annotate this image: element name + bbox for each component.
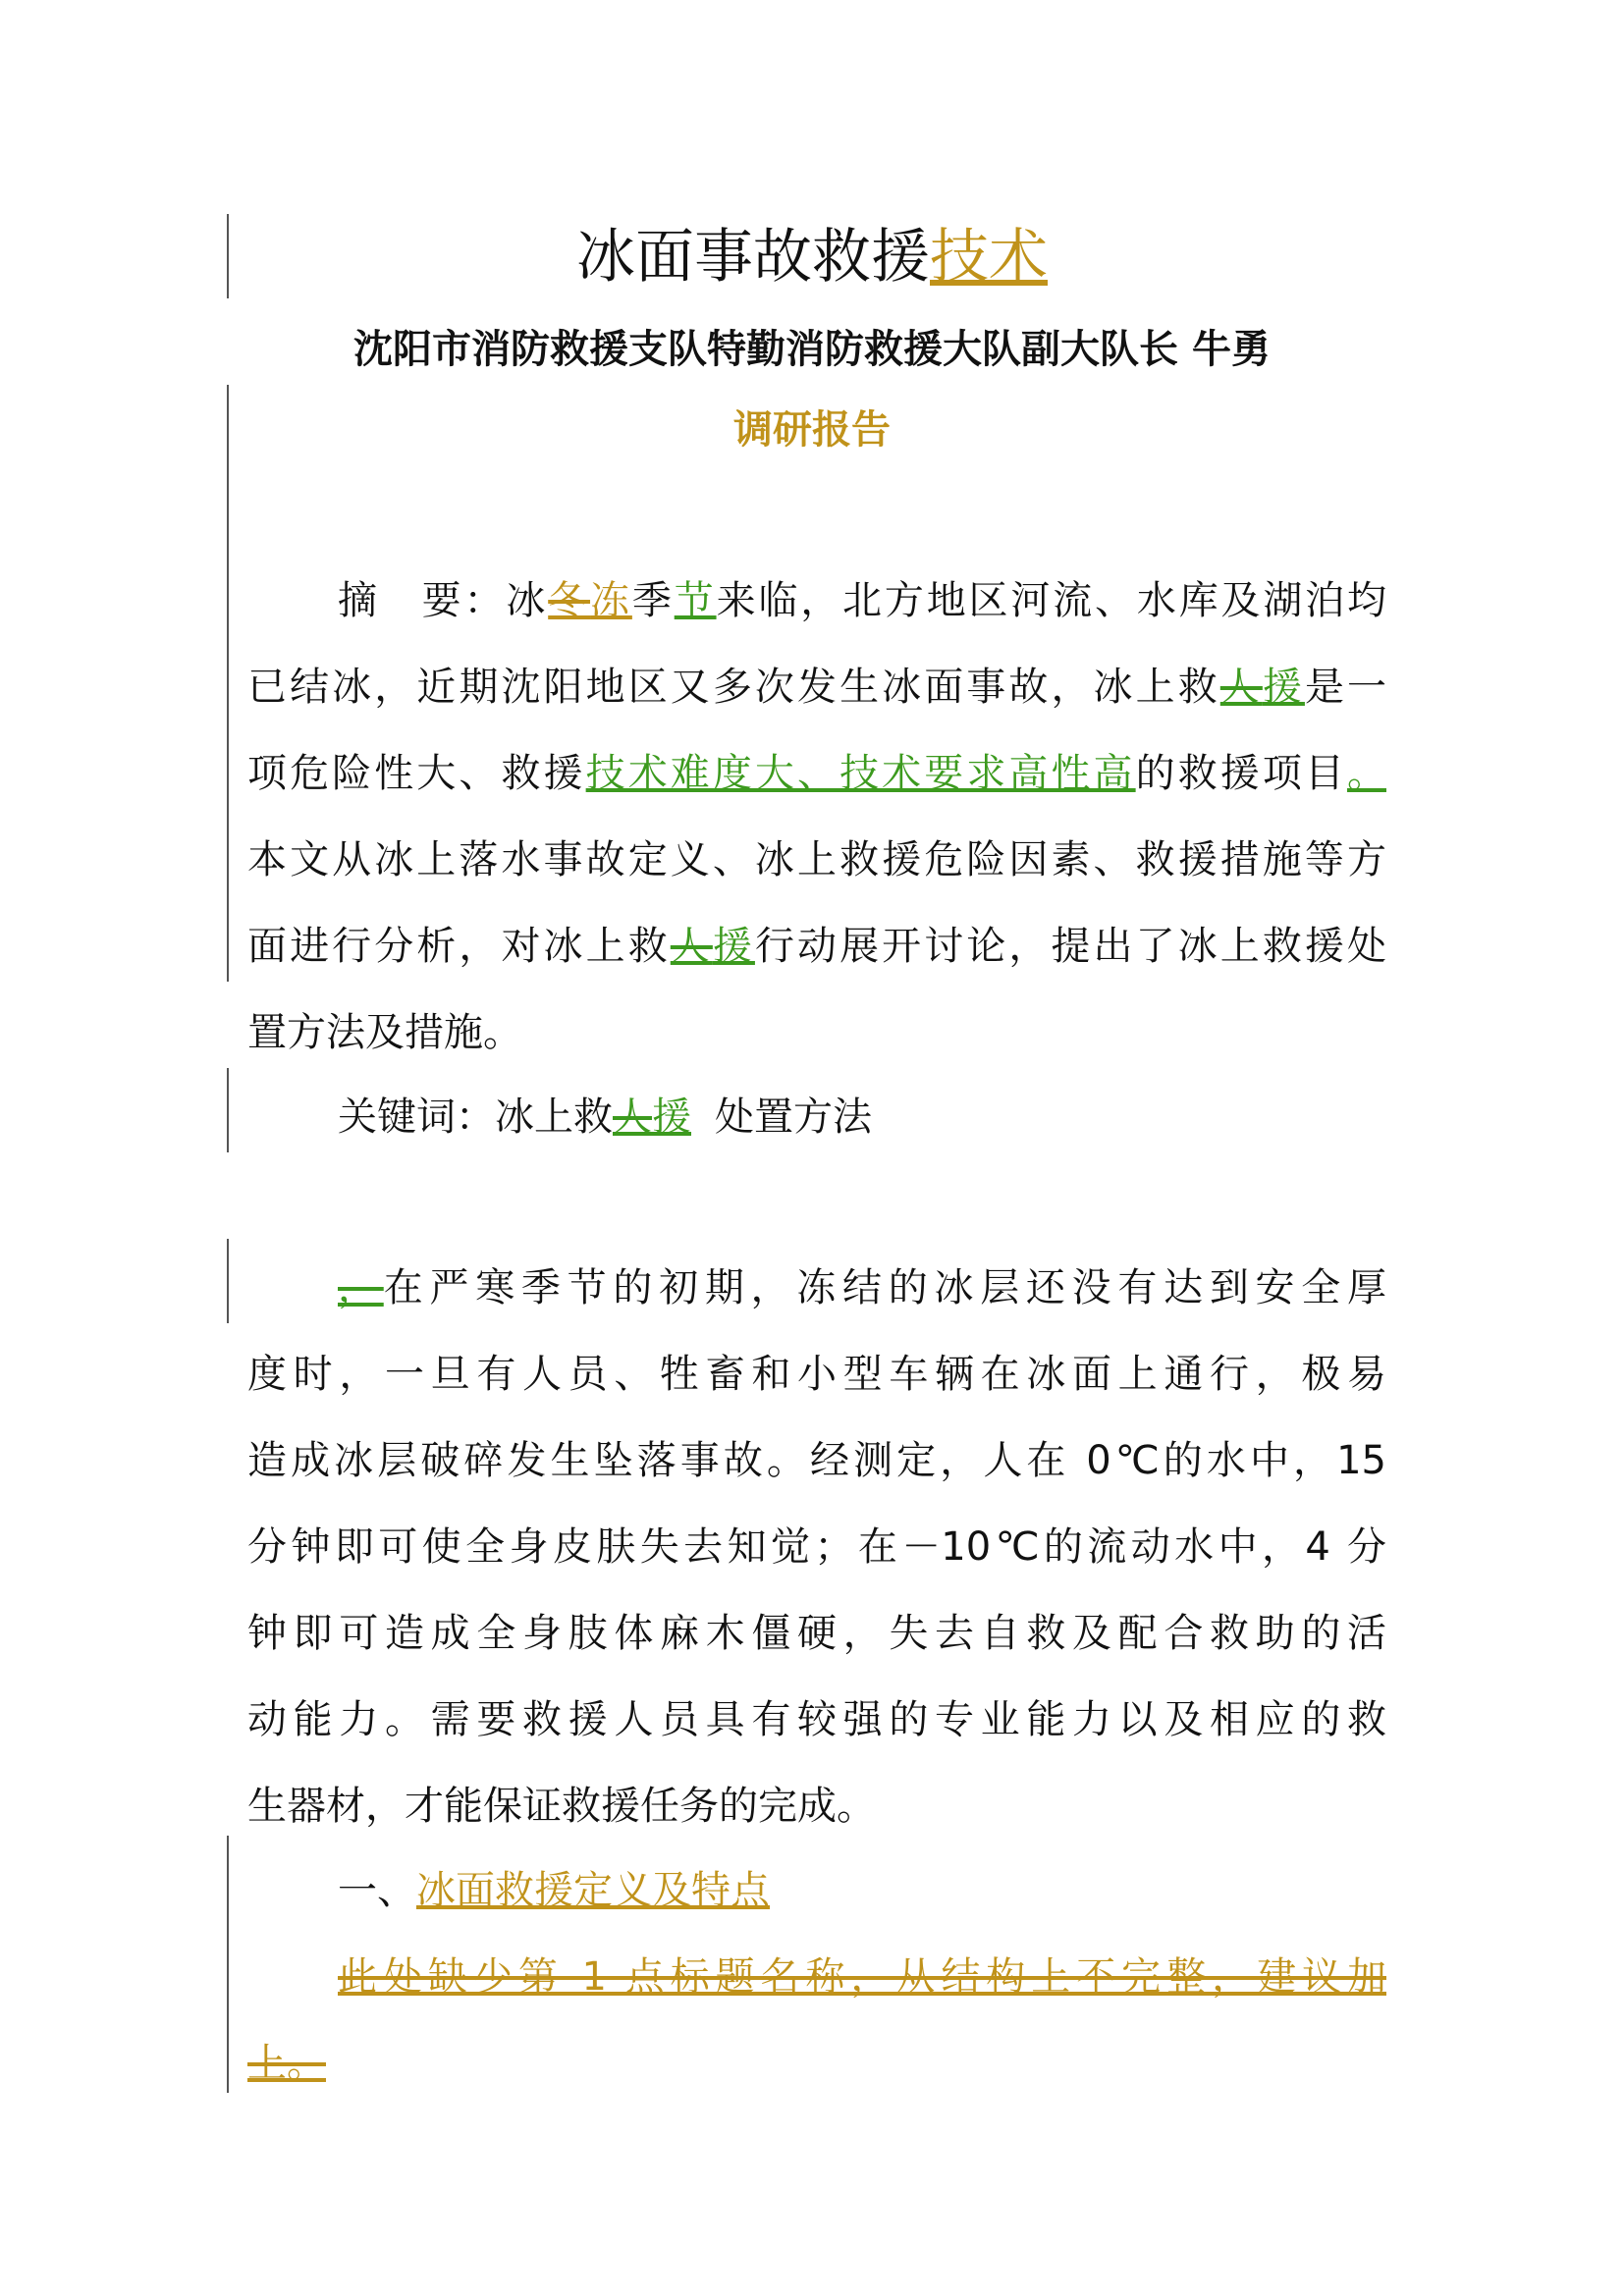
abstract-line: 本文从冰上落水事故定义、冰上救援危险因素、救援措施等方 xyxy=(247,837,1386,882)
abstract-line: 置方法及措施。 xyxy=(247,1010,522,1055)
intro-line: 生器材，才能保证救援任务的完成。 xyxy=(247,1784,876,1829)
report-type: 调研报告 xyxy=(733,407,891,453)
change-bar xyxy=(227,1836,229,2093)
change-bar xyxy=(227,1239,229,1323)
inserted-text: 技术 xyxy=(930,223,1048,292)
intro-line: 造成冰层破碎发生坠落事故。经测定，人在 0℃的水中，15 xyxy=(247,1438,1386,1483)
reviewer-note: 上。 xyxy=(247,2041,326,2086)
intro-line: 钟即可造成全身肢体麻木僵硬，失去自救及配合救助的活 xyxy=(247,1611,1386,1656)
change-bar xyxy=(227,1068,229,1152)
section-heading: 一、冰面救援定义及特点 xyxy=(338,1868,770,1913)
keywords-line: 关键词：冰上救人援 处置方法 xyxy=(338,1095,872,1140)
intro-line: 度时，一旦有人员、牲畜和小型车辆在冰面上通行，极易 xyxy=(247,1352,1386,1397)
intro-line: 动能力。需要救援人员具有较强的专业能力以及相应的救 xyxy=(247,1697,1386,1742)
abstract-line: 项危险性大、救援技术难度大、技术要求高性高的救援项目。 xyxy=(247,751,1387,796)
reviewer-note: 此处缺少第 1 点标题名称，从结构上不完整，建议加 xyxy=(338,1954,1386,2000)
author-line: 沈阳市消防救援支队特勤消防救援大队副大队长 牛勇 xyxy=(353,327,1271,372)
document-title: 冰面事故救援技术 xyxy=(576,223,1048,292)
intro-line: ，在严寒季节的初期，冻结的冰层还没有达到安全厚 xyxy=(338,1265,1387,1310)
abstract-line: 摘 要：冰冬冻季节来临，北方地区河流、水库及湖泊均 xyxy=(338,578,1387,623)
intro-line: 分钟即可使全身皮肤失去知觉；在－10℃的流动水中，4 分 xyxy=(247,1524,1386,1570)
change-bar xyxy=(227,385,229,982)
abstract-line: 已结冰，近期沈阳地区又多次发生冰面事故，冰上救人援是一 xyxy=(247,665,1387,710)
abstract-line: 面进行分析，对冰上救人援行动展开讨论，提出了冰上救援处 xyxy=(247,924,1387,969)
